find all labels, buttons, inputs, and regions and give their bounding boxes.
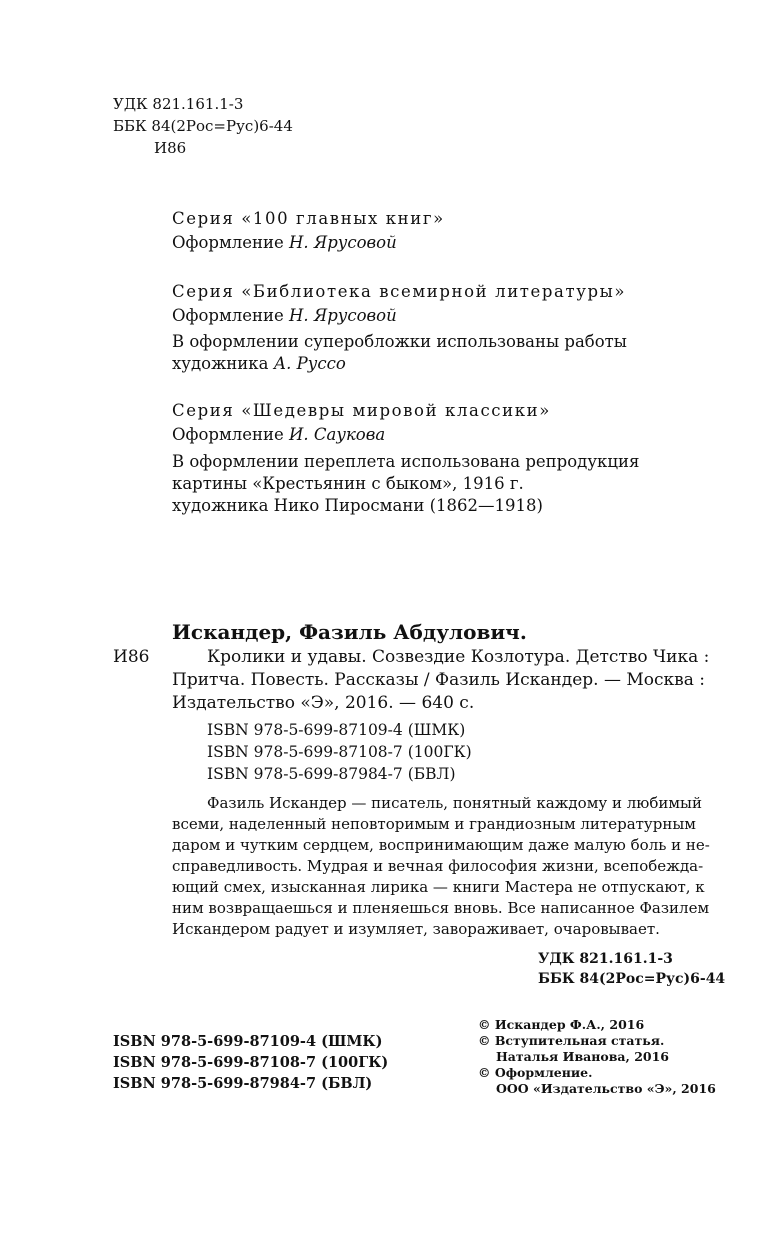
series-1-design — [172, 233, 397, 252]
catalog-bbk: ББК 84(2Рос=Рус)6-44 — [538, 971, 726, 987]
abstract-line-5: ющий смех, изысканная лирика — книги Мастера не отпускают, к — [172, 878, 705, 896]
catalog-isbn-2: ISBN 978-5-699-87108-7 (100ГК) — [207, 743, 472, 761]
designer-name: И. Саукова — [289, 425, 386, 444]
catalog-code: И86 — [113, 647, 150, 667]
artist-name: А. Руссо — [273, 354, 346, 373]
design-label: Оформление — [172, 233, 284, 252]
catalog-title-line-1: Кролики и удавы. Созвездие Козлотура. Детство Чика : — [207, 647, 710, 667]
series-2-note-line-1: В оформлении суперобложки использованы работы — [172, 332, 627, 351]
copyright-line-5: ООО «Издательство «Э», 2016 — [496, 1081, 716, 1096]
designer-name: Н. Ярусовой — [289, 233, 397, 252]
series-2-design — [172, 306, 397, 325]
abstract-line-3: даром и чутким сердцем, воспринимающим даже малую боль и не- — [172, 836, 710, 854]
series-3-note-line-1: В оформлении переплета использована репродукция — [172, 452, 640, 471]
artist-prefix: художника — [172, 354, 269, 373]
series-1-title: Серия «100 главных книг» — [172, 209, 445, 228]
abstract-line-6: ним возвращаешься и пленяешься вновь. Все написанное Фазилем — [172, 899, 710, 917]
series-3-note-line-3: художника Нико Пиросмани (1862—1918) — [172, 496, 543, 515]
footer-isbn-2: ISBN 978-5-699-87108-7 (100ГК) — [113, 1054, 389, 1071]
series-3-title: Серия «Шедевры мировой классики» — [172, 401, 551, 420]
author-mark: И86 — [154, 139, 187, 157]
catalog-udk: УДК 821.161.1-3 — [538, 951, 673, 967]
abstract-line-4: справедливость. Мудрая и вечная философия жизни, всепобежда- — [172, 857, 704, 875]
series-3-note-line-2: картины «Крестьянин с быком», 1916 г. — [172, 474, 524, 493]
abstract-line-2: всеми, наделенный неповторимым и грандиозным литературным — [172, 815, 696, 833]
copyright-line-3: Наталья Иванова, 2016 — [496, 1049, 669, 1064]
copyright-line-1: © Искандер Ф.А., 2016 — [478, 1017, 645, 1032]
catalog-isbn-1: ISBN 978-5-699-87109-4 (ШМК) — [207, 721, 466, 739]
design-label: Оформление — [172, 425, 284, 444]
catalog-title-line-2: Притча. Повесть. Рассказы / Фазиль Искандер. — Москва : — [172, 670, 706, 690]
series-2-title: Серия «Библиотека всемирной литературы» — [172, 282, 627, 301]
abstract-line-7: Искандером радует и изумляет, завораживает, очаровывает. — [172, 920, 660, 938]
footer-isbn-1: ISBN 978-5-699-87109-4 (ШМК) — [113, 1033, 383, 1050]
series-3-design — [172, 425, 385, 444]
udk-code: УДК 821.161.1-3 — [113, 95, 244, 113]
design-label: Оформление — [172, 306, 284, 325]
copyright-line-4: © Оформление. — [478, 1065, 593, 1080]
abstract-line-1: Фазиль Искандер — писатель, понятный каждому и любимый — [207, 794, 702, 812]
bbk-code: ББК 84(2Рос=Рус)6-44 — [113, 117, 293, 135]
copyright-line-2: © Вступительная статья. — [478, 1033, 665, 1048]
catalog-title-line-3: Издательство «Э», 2016. — 640 с. — [172, 693, 475, 713]
catalog-author: Искандер, Фазиль Абдулович. — [172, 620, 527, 644]
catalog-isbn-3: ISBN 978-5-699-87984-7 (БВЛ) — [207, 765, 456, 783]
footer-isbn-3: ISBN 978-5-699-87984-7 (БВЛ) — [113, 1075, 373, 1092]
series-2-note-line-2 — [172, 354, 346, 373]
designer-name: Н. Ярусовой — [289, 306, 397, 325]
